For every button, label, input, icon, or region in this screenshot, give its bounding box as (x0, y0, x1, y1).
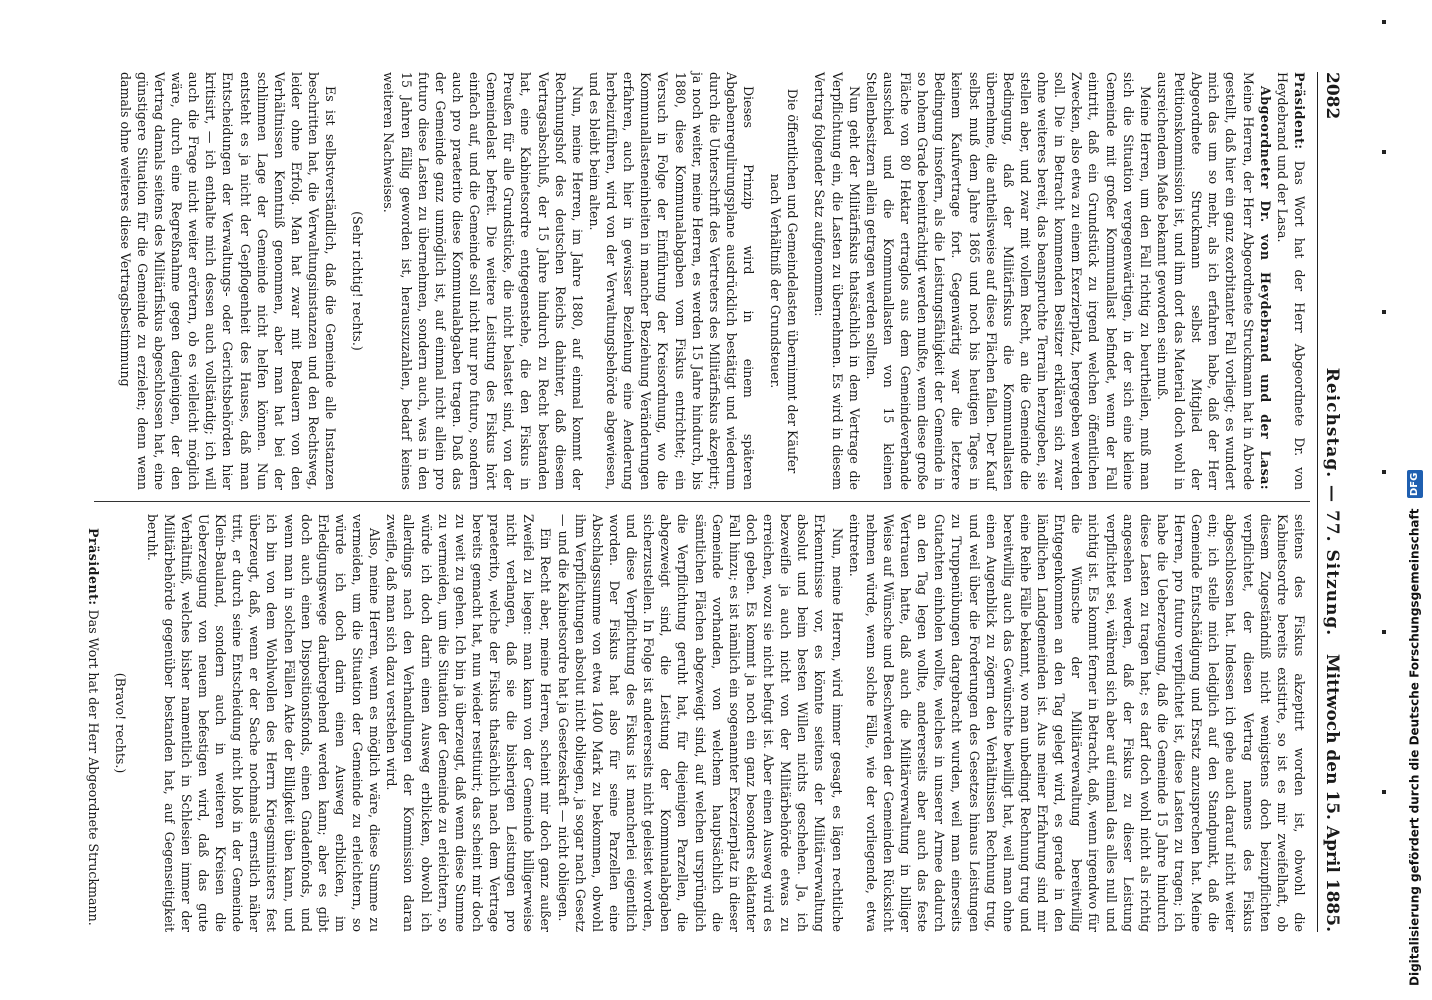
paragraph: Dieses Prinzip wird in einem späteren Abgabenregulirungsplane ausdrücklich bestätigt und wiederum durch die Unterschrift des Vertreters des Militärfiskus akzeptirt; ja noch weiter, meine Herren, es werden 15 Jahre hindurch, bis 1880, diese Kommunalabgaben vom Fiskus entrichtet; ein Versuch in Folge der Einführung der Kreisordnung, wo die Kommunallasteneinheiten in mancher Beziehung Veränderungen erfahren, auch hier in gewisser Beziehung eine Aenderung herbeizuführen, wird von der Verwaltungsbehörde abgewiesen, und es bleibt beim alten. (587, 72, 757, 490)
right-column (86, 514, 1308, 932)
session-date: Mittwoch den 15. April 1885. (1322, 653, 1342, 932)
page-number: 2082 (1322, 72, 1342, 120)
paragraph: Es ist selbstverständlich, daß die Gemeinde alle Instanzen beschritten hat, die Verwaltungsinstanzen und den Rechtsweg, leider ohne Erfolg. Man hat zwar mit Bedauern von den Verhältnissen Kenntniß genommen, aber man hat bei der schlimmen Lage der Gemeinde nicht helfen können. Nun entsteht es ja nicht der Gepflogenheit des Hauses, daß man Entscheidungen der Verwaltungs- oder Gerichtsbehörden hier kritisirt, — ich enthalte mich dessen auch vollständig; ich will auch die Frage nicht weiter erörtern, ob es vielleicht möglich wäre, durch eine Regreßnahme gegen denjenigen, der den Vertrag damals seitens des Militärfiskus abgeschlossen hat, eine günstigere Situation für die Gemeinde zu erzielen; denn wenn damals ohne weiteres diese Vertragsbestimmung (117, 72, 339, 490)
paragraph-text: Meine Herren, der Herr Abgeordnete Struckmann hat in Abrede gestellt, daß hier ein ganz exorbitanter Fall vorliegt; es wundert mich das um so mehr, als ich erfahren habe, daß der Herr Abgeordnete Struckmann selbst Mitglied der Petitionskommission ist, und ihm dort das Material doch wohl in ausreichendem Maße bekannt geworden sein muß. (1155, 72, 1256, 490)
left-column (98, 72, 1308, 490)
paragraph: seitens des Fiskus akzeptirt worden ist, obwohl die Kabinetsordre bereits existirte, so ist es mir zweifelhaft, ob diesem Zugeständniß nicht wenigstens doch beizupflichten verpflichtet, der diesen Vertrag namens des Fiskus abgeschlossen hat. Indessen ich gehe auch darauf nicht weiter ein; ich stelle mich lediglich auf den Standpunkt, daß die Gemeinde Entschädigung und Ersatz anzusprechen hat. Meine Herren, pro futuro verpflichtet ist, diese Lasten zu tragen; ich habe die Ueberzeugung, daß die Gemeinde 15 Jahre hindurch diese Lasten zu tragen hat; es darf doch wohl nicht als richtig angesehen werden, daß der Fiskus zu dieser Leistung verpflichtet sei, während sich aber auf einmal das alles null und nichtig ist. Es kommt ferner in Betracht, daß, wenn irgendwo für die Wünsche der Militärverwaltung bereitwillig Entgegenkommen an den Tag gelegt wird, es gerade in den ländlichen Landgemeinden ist. Aus meiner Erfahrung sind mir eine Reihe Fälle bekannt, wo man unbedingt Rechnung trug und bereitwillig auch das Gewünschte bewilligt hat, weil man ohne einen Augenblick zu zögern den Verhältnissen Rechnung trug, und weil über die Forderungen des Gesetzes hinaus Leistungen zu Truppenübungen dargebracht wurden, weil man einerseits Gutachten einholen wollte, welches in unserer Armee dadurch an den Tag legen wollte, andererseits aber auch das feste Vertrauen hatte, daß auch die Militärverwaltung in billiger Weise auf Wünsche und Beschwerden der Gemeinden Rücksicht nehmen würde, wenn solche Fälle, wie der vorliegende, etwa eintreten. (846, 514, 1307, 932)
newspaper-page (84, 72, 1344, 932)
speaker-name: Präsident: (1292, 72, 1307, 150)
paragraph: Nun, meine Herren, wird immer gesagt, es lägen rechtliche Erkenntnisse vor, es könnte seitens der Militärverwaltung absolut und beim besten Willen nichts geschehen. Ja, ich bezweifle ja auch nicht von der Militärbehörde etwas zu erreichen, wozu sie nicht befugt ist. Aber einen Ausweg wird es doch geben. Es kommt ja noch ein ganz besonders eklatanter Fall hinzu; es ist nämlich ein sogenannter Exerzierplatz in dieser Gemeinde vorhanden, von welchem hauptsächlich die sämtlichen Flächen abgezweigt sind, auf welchen ursprünglich die Verpflichtung geruht hat, für diejenigen Parzellen, die abgezweigt sind, die Leistung der Kommunalabgaben sicherzustellen. In Folge ist andererseits nicht geleistet worden, und diese Verpflichtung des Fiskus ist mancherlei eigentlich worden. Der Fiskus hat also für seine Parzellen eine Abschlagssumme von etwa 1400 Mark zu bekommen, obwohl ihm Verpflichtungen absolut nicht obliegen, ja sogar nach Gesetz — und die Kabinetsordre hat ja Gesetzeskraft — nicht obliegen. (555, 514, 845, 932)
speaker-name: Präsident: (86, 528, 102, 606)
paragraph (1274, 72, 1308, 490)
paragraph: Ein Recht aber, meine Herren, scheint mir doch ganz außer Zweifel zu liegen: man kann von der Gemeinde billigerweise nicht verlangen, daß sie die bisherigen Leistungen pro praeterito, welche der Fiskus thatsächlich nach dem Vertrage bereits gemacht hat, nun wieder restituirt; das scheint mir doch zu weit zu gehen. Ich bin ja überzeugt, daß wenn diese Summe zu vermeiden, um die Situation der Gemeinde zu erleichtern, so würde ich doch darin einen Ausweg erblicken, obwohl ich allerdings nach den Verhandlungen der Kommission daran zweifle, daß man sich dazu verstehen wird. (384, 514, 554, 932)
paragraph (1154, 72, 1274, 490)
quoted-clause: Die öffentlichen und Gemeindelasten übernimmt der Käufer nach Verhältniß der Grundsteuer. (768, 88, 801, 474)
dfg-logo-icon: DFG (1407, 470, 1423, 498)
paragraph: Meine Herren, um den Fall richtig zu beurtheilen, muß man sich die Situation vergegenwärtigen, in der sich eine kleine Gemeinde mit großer Kommunallast befindet, wenn der Fall eintritt, daß ein Grundstück zu irgend welchen öffentlichen Zwecken, also etwa zu einem Exerzierplatz, hergegeben werden soll. Die in Betracht kommenden Besitzer erklären sich zwar ohne weiteres bereit, das beanspruchte Terrain herzugeben, sie stellen aber, und zwar mit vollem Recht, an die Gemeinde die Bedingung, daß der Militärfiskus die Kommunallasten übernehme, die antheilsweise auf diese Flächen fallen. Der Kauf selbst muß dem Jahre 1865 und noch bis heutigen Tages in keinem Kaufvertrage fort. Gegenwärtig war die letztere Bedingung insofern, als die Leistungsfähigkeit der Gemeinde in so hohem Grade beeinträchtigt werden mußte, wenn diese große Fläche von 80 Hektar ertraglos aus dem Gemeindeverbande ausschied und die Kommunallasten von 15 kleinen Stellenbesitzern allein getragen werden sollten. (863, 72, 1153, 490)
paragraph: Nun geht der Militärfiskus thatsächlich in dem Vertrage die Verpflichtung ein, die Lasten zu übernehmen. Es wird in diesem Vertrag folgender Satz aufgenommen: (812, 72, 862, 490)
session-title: Reichstag. — 77. Sitzung. (1322, 367, 1342, 637)
audience-reaction: (Bravo! rechts.) (113, 672, 129, 774)
paragraph-text: Das Wort hat der Herr Abgeordnete Dr. von Heydebrand und der Lasa. (1274, 72, 1307, 490)
audience-reaction: (Sehr richtig! rechts.) (350, 211, 366, 351)
credit-text: Digitalisierung gefördert durch die Deutsche Forschungsgemeinschaft (1407, 508, 1422, 986)
paragraph-text: Das Wort hat der Herr Abgeordnete Struckmann. (86, 605, 102, 926)
column-divider (94, 501, 1310, 502)
paragraph (85, 514, 102, 932)
paragraph: Nun, meine Herren, im Jahre 1880, auf einmal kommt der Rechnungshof des deutschen Reichs dahinter, daß diesem Vertragsabschluß, der 15 Jahre hindurch zu Recht bestanden hat, eine Kabinetsordre entgegenstehe, die den Fiskus in Preußen für alle Grundstücke, die nicht belastet sind, von der Gemeindelast befreit. Die weitere Leistung des Fiskus hört einfach auf, und die Gemeinde soll nicht nur pro futuro, sondern auch pro praeterito diese Kommunalabgaben tragen. Daß das der Gemeinde ganz unmöglich ist, auf einmal nicht allein pro futuro diese Lasten zu übernehmen, sondern auch, was in den 15 Jahren fällig geworden ist, herauszuzahlen, bedarf keines weiteren Nachweises. (381, 72, 585, 490)
speaker-name: Abgeordneter Dr. von Heydebrand und der Lasa: (1257, 86, 1273, 490)
running-head (1317, 72, 1344, 932)
paragraph: Also, meine Herren, wenn es möglich wäre, diese Summe zu vermeiden, um die Situation der Gemeinde zu erleichtern, so würde ich doch darin einen Ausweg erblicken, im Erledigungswege darübergehend werden kann; aber es gibt doch auch einen Dispositionsfonds, einen Gnadenfonds, und wenn man in solchen Fällen Akte der Billigkeit üben kann, und ich bin von dem Wohlwollen des Herrn Kriegsministers fest überzeugt, daß, wenn er der Sache nochmals ernstlich näher tritt, er durch seine Entscheidung nicht bloß in der Gemeinde Klein-Bauland, sondern auch in weiteren Kreisen die Ueberzeugung von neuem befestigen wird, daß das gute Verhältniß, welches bisher namentlich in Schlesien immer der Militärbehörde gegenüber bestanden hat, auf Gegenseitigkeit beruht. (144, 514, 383, 932)
